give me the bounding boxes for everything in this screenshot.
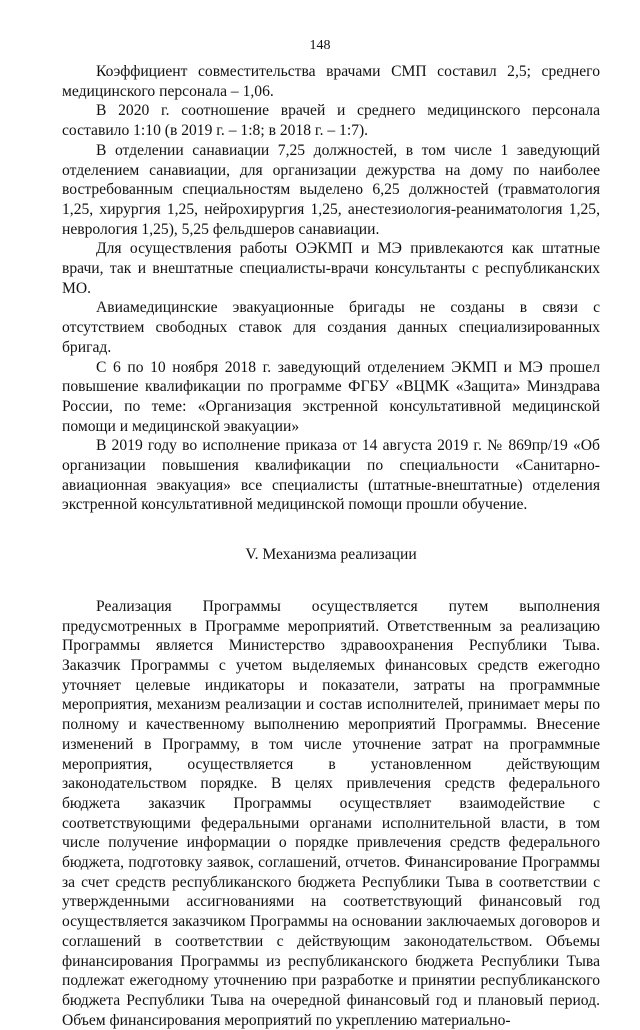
paragraph-consultants: Для осуществления работы ОЭКМП и МЭ привлекаются как штатные врачи, так и внештатные специалисты-врачи консультанты с республиканских МО. — [62, 240, 600, 297]
section-title: V. Механизма реализации — [245, 546, 417, 564]
document-body — [62, 62, 600, 1030]
paragraph-sanaviation-staff: В отделении санавиации 7,25 должностей, в том числе 1 заведующий отделением санавиации, для организации дежурства на дому по наиболее востребованным специальностям выделено 6,25 должностей (травматология 1,25, хирургия 1,25, нейрохирургия 1,25, анестезиология-реаниматология 1,25, неврология 1,25), 5,25 фельдшеров санавиации. — [62, 141, 600, 238]
page-number: 148 — [309, 38, 331, 53]
paragraph-ratio-2020: В 2020 г. соотношение врачей и среднего медицинского персонала составило 1:10 (в 2019 г. – 1:8; в 2018 г. – 1:7). — [62, 102, 600, 140]
paragraph-implementation: Реализация Программы осуществляется путем выполнения предусмотренных в Программе мероприятий. Ответственным за реализацию Программы является Министерство здравоохранения Республики Тыва. Заказчик Программы с учетом выделяемых финансовых средств ежегодно уточняет целевые индикаторы и показатели, затраты на программные мероприятия, механизм реализации и состав исполнителей, принимает меры по полному и качественному выполнению мероприятий Программы. Внесение изменений в Программу, в том числе уточнение затрат на программные мероприятия, осуществляется в установленном действующим законодательством порядке. В целях привлечения средств федерального бюджета заказчик Программы осуществляет взаимодействие с соответствующими федеральными органами исполнительной власти, в том числе получение информации о порядке привлечения средств федерального бюджета, подготовку заявок, соглашений, отчетов. Финансирование Программы за счет средств республиканского бюджета Республики Тыва в соответствии с утвержденными ассигнованиями на соответствующий финансовый год осуществляется заказчиком Программы на основании заключаемых договоров и соглашений в соответствии с действующим законодательством. Объемы финансирования Программы из республиканского бюджета Республики Тыва подлежат ежегодному уточнению при разработке и принятии республиканского бюджета Республики Тыва на очередной финансовый год и плановый период. Объем финансирования мероприятий по укреплению материально- — [62, 597, 600, 1029]
paragraph-staff-ratio-smp: Коэффициент совместительства врачами СМП составил 2,5; среднего медицинского персонала – 1,06. — [62, 63, 600, 100]
paragraph-training-2019: В 2019 году во исполнение приказа от 14 августа 2019 г. № 869пр/19 «Об организации повышения квалификации по специальности «Санитарно-авиационная эвакуация» все специалисты (штатные-внештатные) отделения экстренной консультативной медицинской помощи прошли обучение. — [62, 437, 600, 514]
paragraph-training-2018: С 6 по 10 ноября 2018 г. заведующий отделением ЭКМП и МЭ прошел повышение квалификации по программе ФГБУ «ВЦМК «Защита» Минздрава России, по теме: «Организация экстренной консультативной медицинской помощи и медицинской эвакуации» — [62, 358, 600, 435]
paragraph-aviation-teams: Авиамедицинские эвакуационные бригады не созданы в связи с отсутствием свободных ставок для создания данных специализированных бригад. — [62, 299, 600, 356]
